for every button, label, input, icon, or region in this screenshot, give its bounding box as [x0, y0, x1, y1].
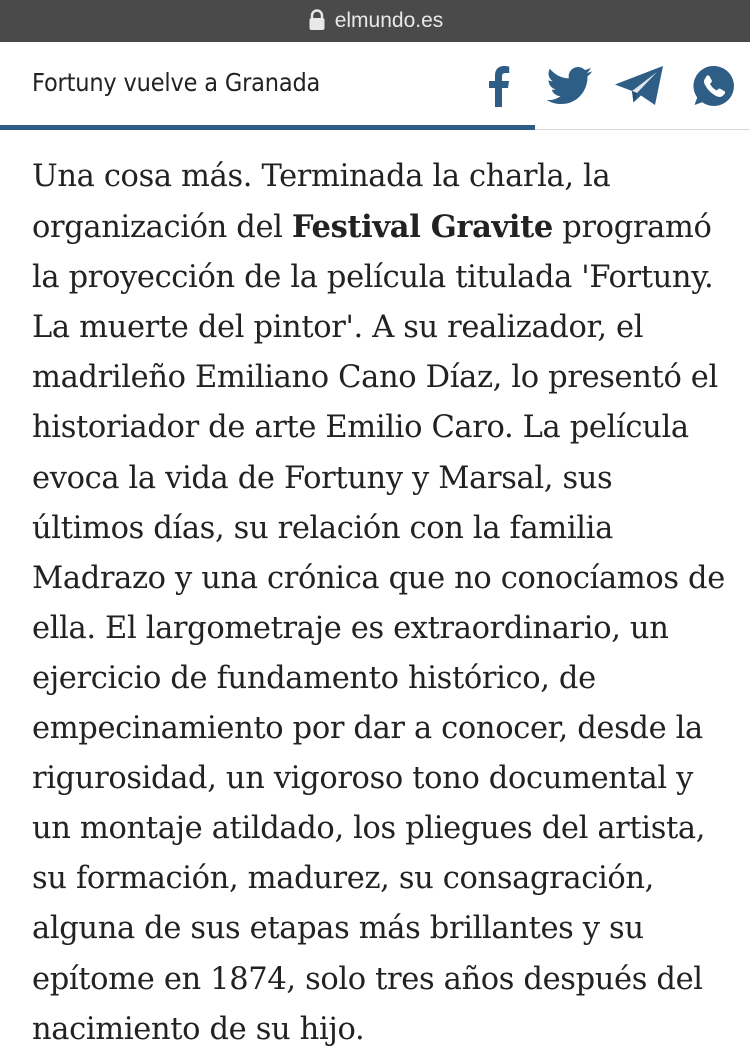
text-line: rigurosidad, un vigoroso tono documental y: [32, 761, 693, 797]
twitter-icon: [547, 67, 593, 105]
text-line: organización del Festival Gravite programó: [32, 209, 712, 246]
text-line: ejercicio de fundamento histórico, de: [32, 660, 596, 696]
article-title: Fortuny vuelve a Granada: [32, 68, 321, 97]
telegram-share-button[interactable]: [612, 63, 668, 109]
lock-icon: [307, 9, 327, 31]
telegram-icon: [613, 64, 667, 108]
facebook-share-button[interactable]: [478, 63, 518, 109]
twitter-share-button[interactable]: [546, 63, 594, 109]
article-header: [0, 42, 750, 130]
text-line: madrileño Emiliano Cano Díaz, lo presentó el: [32, 360, 718, 396]
address-bar[interactable]: [0, 0, 750, 42]
text-line: últimos días, su relación con la familia: [32, 510, 613, 546]
whatsapp-share-button[interactable]: [690, 63, 738, 109]
text-line: evoca la vida de Fortuny y Marsal, sus: [32, 460, 613, 496]
text-line: historiador de arte Emilio Caro. La película: [32, 410, 689, 446]
text-line: la proyección de la película titulada 'Fortuny.: [32, 260, 714, 296]
facebook-icon: [485, 65, 511, 107]
text-line: La muerte del pintor'. A su realizador, el: [32, 310, 644, 346]
festival-name: Festival Gravite: [291, 209, 553, 246]
text-line: un montaje atildado, los pliegues del artista,: [32, 811, 706, 847]
text-line: Una cosa más. Terminada la charla, la: [32, 159, 611, 194]
text-line: epítome en 1874, solo tres años después del: [32, 961, 703, 997]
text-line: nacimiento de su hijo.: [32, 1011, 365, 1047]
text-line: alguna de sus etapas más brillantes y su: [32, 911, 644, 947]
reading-progress-bar: [0, 125, 535, 130]
url-text: elmundo.es: [334, 9, 444, 32]
text-line: ella. El largometraje es extraordinario, un: [32, 610, 669, 646]
whatsapp-icon: [692, 64, 736, 108]
text-line: Madrazo y una crónica que no conocíamos de: [32, 560, 725, 596]
article-body: [32, 152, 732, 1055]
text-line: empecinamiento por dar a conocer, desde la: [32, 711, 703, 747]
article-paragraph: [32, 152, 732, 1055]
text-line: su formación, madurez, su consagración,: [32, 861, 655, 897]
